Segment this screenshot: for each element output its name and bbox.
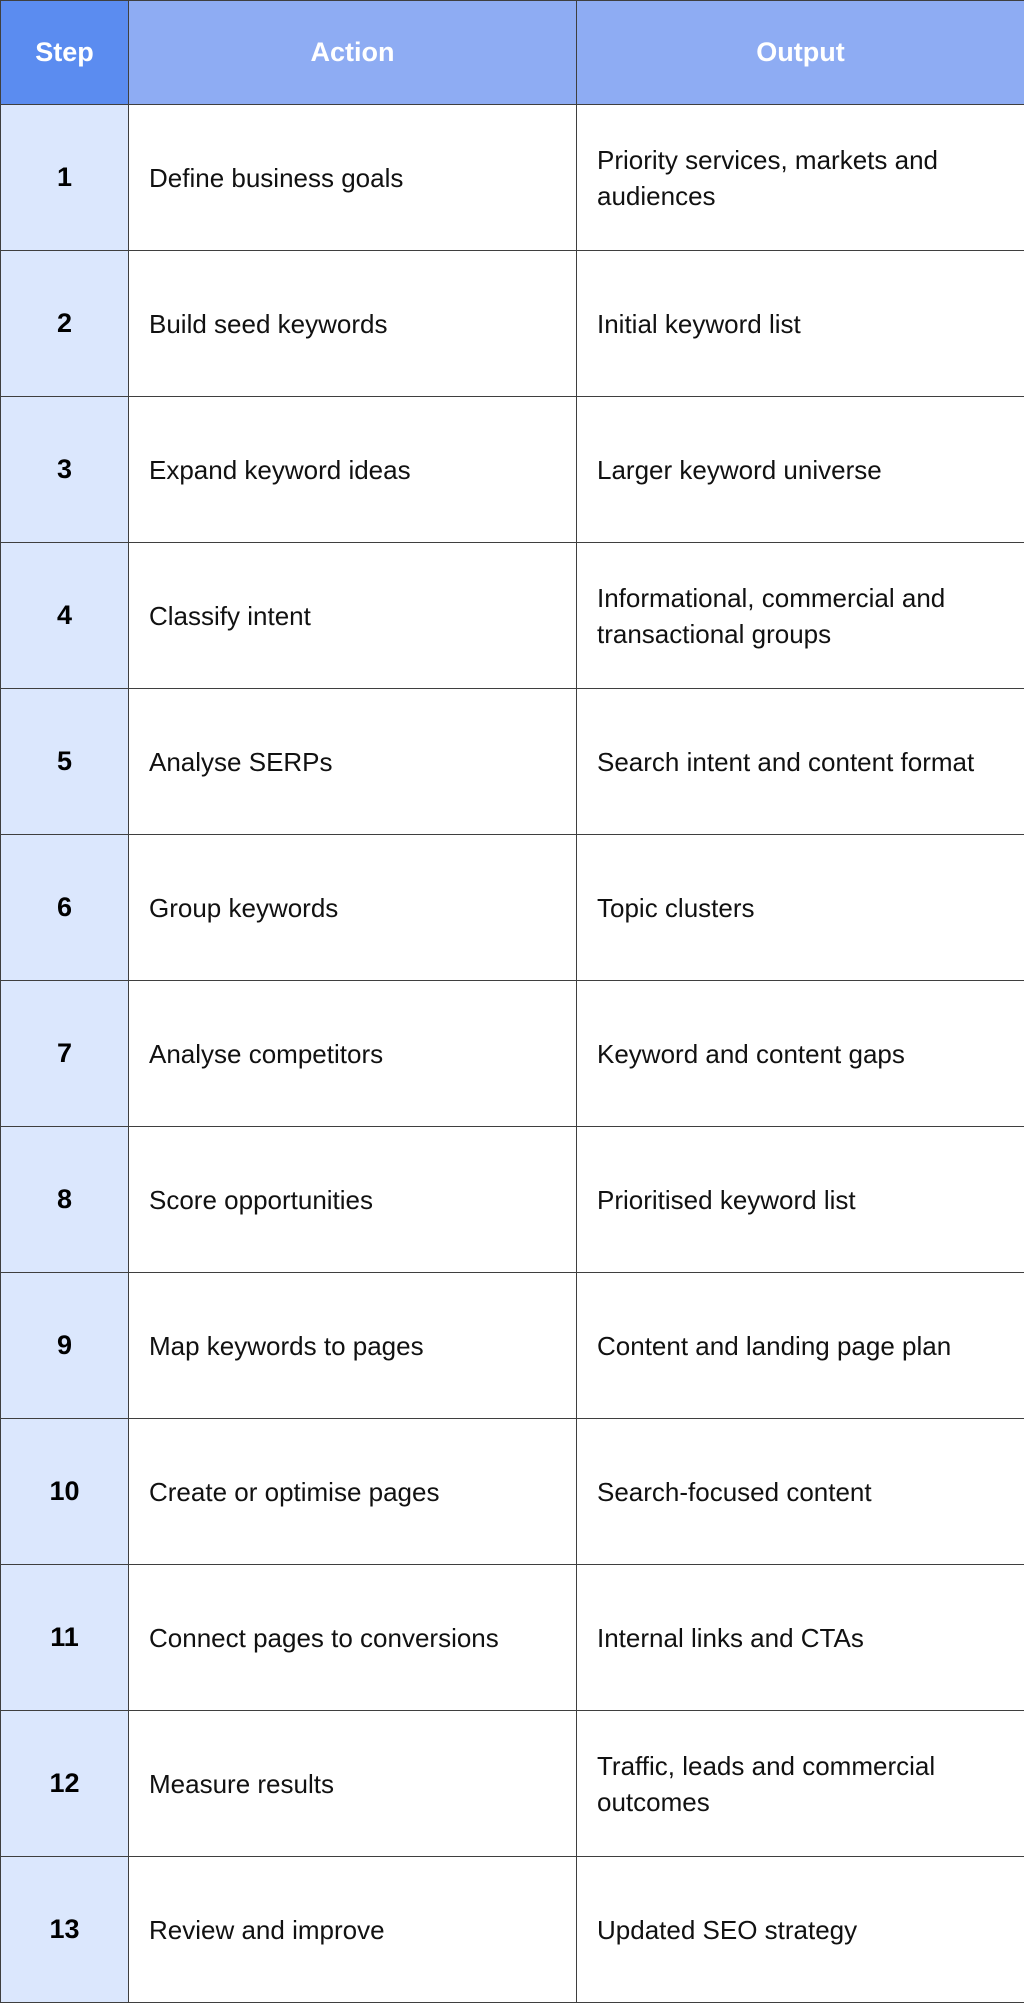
table-row [1, 543, 1024, 689]
action-cell: Expand keyword ideas [129, 397, 577, 543]
table-header [1, 1, 1024, 105]
table-row [1, 1857, 1024, 2003]
table-row [1, 689, 1024, 835]
action-cell: Build seed keywords [129, 251, 577, 397]
output-cell: Priority services, markets and audiences [577, 105, 1024, 251]
output-cell: Keyword and content gaps [577, 981, 1024, 1127]
table-row [1, 105, 1024, 251]
step-number-cell: 6 [1, 835, 129, 981]
output-cell: Prioritised keyword list [577, 1127, 1024, 1273]
step-number-cell: 12 [1, 1711, 129, 1857]
step-number-cell: 5 [1, 689, 129, 835]
output-cell: Traffic, leads and commercial outcomes [577, 1711, 1024, 1857]
table-row [1, 835, 1024, 981]
step-number-cell: 4 [1, 543, 129, 689]
table-row [1, 981, 1024, 1127]
column-header-output: Output [577, 1, 1024, 105]
output-cell: Initial keyword list [577, 251, 1024, 397]
action-cell: Review and improve [129, 1857, 577, 2003]
step-number-cell: 11 [1, 1565, 129, 1711]
output-cell: Internal links and CTAs [577, 1565, 1024, 1711]
action-cell: Analyse SERPs [129, 689, 577, 835]
step-number-cell: 2 [1, 251, 129, 397]
output-cell: Larger keyword universe [577, 397, 1024, 543]
output-cell: Search-focused content [577, 1419, 1024, 1565]
table-row [1, 1711, 1024, 1857]
table-row [1, 397, 1024, 543]
table-row [1, 1565, 1024, 1711]
action-cell: Measure results [129, 1711, 577, 1857]
column-header-step: Step [1, 1, 129, 105]
step-number-cell: 8 [1, 1127, 129, 1273]
table-row [1, 251, 1024, 397]
table-row [1, 1273, 1024, 1419]
action-cell: Score opportunities [129, 1127, 577, 1273]
output-cell: Search intent and content format [577, 689, 1024, 835]
action-cell: Map keywords to pages [129, 1273, 577, 1419]
action-cell: Create or optimise pages [129, 1419, 577, 1565]
action-cell: Define business goals [129, 105, 577, 251]
step-number-cell: 9 [1, 1273, 129, 1419]
action-cell: Classify intent [129, 543, 577, 689]
table-row [1, 1419, 1024, 1565]
output-cell: Informational, commercial and transactional groups [577, 543, 1024, 689]
table-body [1, 105, 1024, 2003]
table-row [1, 1127, 1024, 1273]
header-row [1, 1, 1024, 105]
step-number-cell: 10 [1, 1419, 129, 1565]
column-header-action: Action [129, 1, 577, 105]
output-cell: Topic clusters [577, 835, 1024, 981]
output-cell: Updated SEO strategy [577, 1857, 1024, 2003]
action-cell: Analyse competitors [129, 981, 577, 1127]
output-cell: Content and landing page plan [577, 1273, 1024, 1419]
action-cell: Group keywords [129, 835, 577, 981]
action-cell: Connect pages to conversions [129, 1565, 577, 1711]
step-number-cell: 13 [1, 1857, 129, 2003]
step-number-cell: 1 [1, 105, 129, 251]
step-number-cell: 3 [1, 397, 129, 543]
step-number-cell: 7 [1, 981, 129, 1127]
